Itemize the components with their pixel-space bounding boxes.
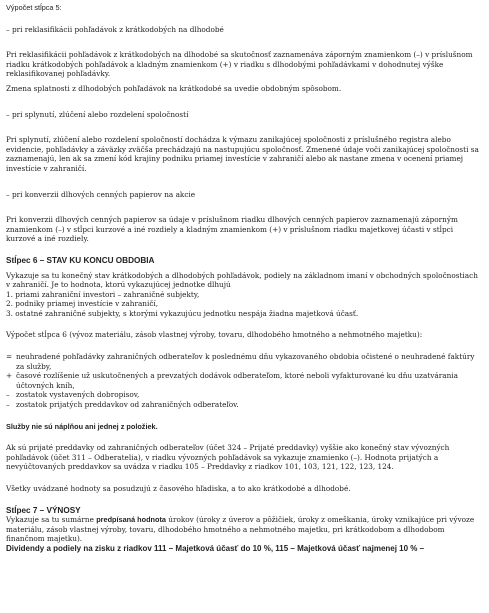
s6-note: Služby nie sú náplňou ani jednej z položiek. <box>6 421 158 431</box>
s5-case-conversion: – pri konverzii dlhových cenných papierov na akcie <box>6 189 196 199</box>
calc-text: zostatok prijatých preddavkov od zahraničných odberateľov. <box>16 400 239 410</box>
calc-mark: – <box>6 400 10 410</box>
s6-para-all: Všetky uvádzané hodnoty sa posudzujú z časového hľadiska, a to ako krátkodobé a dlhodobé. <box>6 484 351 493</box>
s7-heading: Stĺpec 7 – VÝNOSY <box>6 505 81 515</box>
s6-calc-list <box>6 352 480 410</box>
calc-mark: + <box>6 371 13 381</box>
calc-mark: = <box>6 352 13 362</box>
list-item: 2. podniky priamej investície v zahraničí, <box>6 299 159 309</box>
s5-para-reclassification: Pri reklasifikácii pohľadávok z krátkodobých na dlhodobé sa skutočnosť zaznamenáva záporným znamienkom (–) v príslušnom riadku krátkodobých pohľadávok a kladným znamienkom (+) v riadku s dlhodobými pohľadávkami v dohodnutej výške reklasifikovanej pohľadávky. <box>6 50 473 79</box>
s6-intro: Vykazuje sa tu konečný stav krátkodobých a dlhodobých pohľadávok, podiely na základnom imaní v obchodných spoločnostiach v zahraničí. Je to hodnota, ktorú vykazujúcej jednotke dlhujú <box>6 270 478 290</box>
list-item <box>6 352 480 371</box>
s5-case-merger: – pri splynutí, zlúčení alebo rozdelení spoločností <box>6 109 189 119</box>
calc-mark: – <box>6 390 10 400</box>
s7-last-line: Dividendy a podiely na zisku z riadkov 111 – Majetková účasť do 10 %, 115 – Majetková účasť najmenej 10 % – <box>6 543 425 553</box>
s5-title: Výpočet stĺpca 5: <box>6 3 62 12</box>
s5-para-maturity: Zmena splatnosti z dlhodobých pohľadávok na krátkodobé sa uvedie obdobným spôsobom. <box>6 83 342 93</box>
s6-heading: Stĺpec 6 – STAV KU KONCU OBDOBIA <box>6 255 155 265</box>
s5-para-merger: Pri splynutí, zlúčení alebo rozdelení spoločností dochádza k výmazu zanikajúcej spoločnosti z príslušného registra alebo evidencie, pohľadávky a záväzky zväčša prechádzajú na nastupujúcu spoločnosť. Zmenené údaje voči zanikajúcej spoločnosti sa zaznamenajú, len ak sa zmení kód krajiny podniku priamej investície v zahraničí alebo ak nastane zmena v ocenení priamej investície v zahraničí. <box>6 135 479 173</box>
s7-text-post: úrokov (úroky z úverov a pôžičiek, úroky z omeškania, úroky vznikajúce pri vývoze materiálu, zásob vlastnej výroby, tovaru, dlhodobého hmotného a nehmotného majetku, pri krátkodobom a dlhodobom finančnom majetku). <box>6 515 475 544</box>
calc-text: časové rozlíšenie už uskutočnených a prevzatých dodávok odberateľom, ktoré neboli vyfakturované ku dňu uzatvárania účtovných kníh, <box>16 371 458 390</box>
s6-calc-title: Výpočet stĺpca 6 (vývoz materiálu, zásob vlastnej výroby, tovaru, dlhodobého hmotného a nehmotného majetku): <box>6 330 423 340</box>
s5-para-conversion: Pri konverzii dlhových cenných papierov sa údaje v príslušnom riadku dlhových cenných papierov zaznamenajú záporným znamienkom (–) v stĺpci kurzové a iné rozdiely a kladným znamienkom (+) v príslušnom riadku majetkovej účasti v stĺpci kurzové a iné rozdiely. <box>6 215 458 244</box>
s6-para-advance: Ak sú prijaté preddavky od zahraničných odberateľov (účet 324 – Prijaté preddavky) vyššie ako konečný stav vývozných pohľadávok (účet 311 – Odberatelia), v riadku vývozných pohľadávok sa vykazuje znamienko (–). Hodnota prijatých a nevyúčtovaných preddavkov sa uvádza v riadku 105 – Preddavky z riadkov 101, 103, 121, 122, 123, 124. <box>6 443 450 472</box>
list-item: 1. priami zahraniční investori – zahraničné subjekty, <box>6 289 200 299</box>
list-item: 3. ostatné zahraničné subjekty, s ktorými vykazujúcu jednotku nespája žiadna majetková účasť. <box>6 308 359 318</box>
s5-case-reclassification: – pri reklasifikácii pohľadávok z krátkodobých na dlhodobé <box>6 24 224 34</box>
list-item <box>6 371 480 390</box>
list-item <box>6 390 480 400</box>
s7-text-bold: predpísaná hodnota <box>96 515 166 525</box>
s7-text-pre: Vykazuje sa tu sumárne <box>6 515 97 525</box>
calc-text: zostatok vystavených dobropisov, <box>16 390 140 400</box>
s7-para <box>6 515 480 544</box>
list-item <box>6 400 480 410</box>
s6-list <box>6 290 480 319</box>
calc-text: neuhradené pohľadávky zahraničných odberateľov k poslednému dňu vykazovaného obdobia očistené o neuhradené faktúry za služby, <box>16 352 475 371</box>
